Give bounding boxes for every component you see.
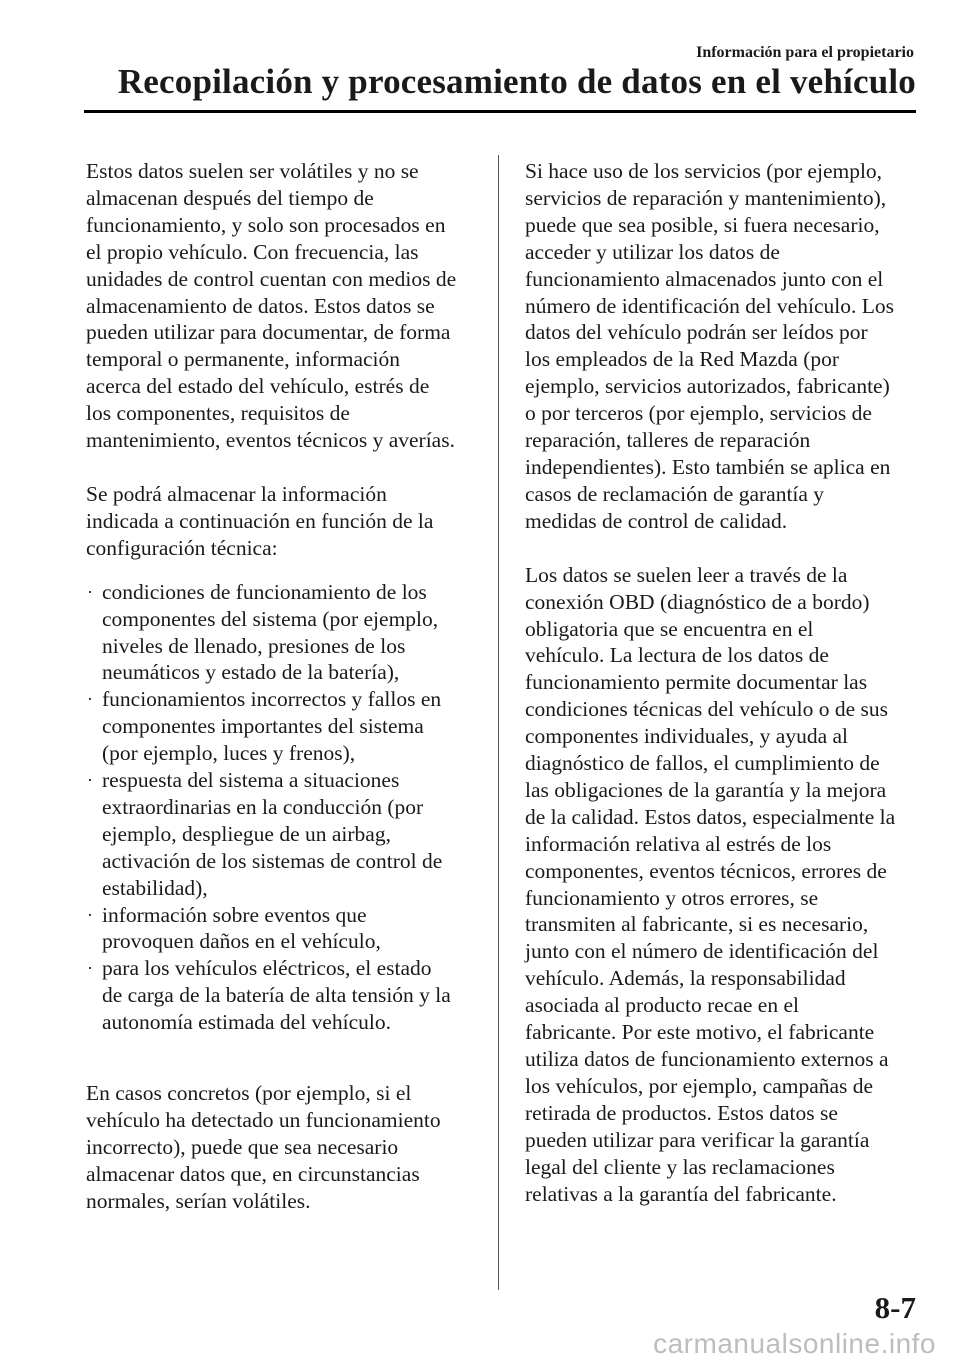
list-item: [86, 767, 486, 902]
page-number: 8-7: [874, 1290, 916, 1325]
bullet-list: [86, 579, 486, 1036]
bullet-icon: ·: [87, 958, 93, 979]
list-item: [86, 579, 486, 687]
watermark: carmanualsonline.info: [653, 1328, 936, 1359]
bullet-text: información sobre eventos que provoquen daños en el vehículo,: [102, 902, 381, 954]
bullet-text: funcionamientos incorrectos y fallos en componentes importantes del sistema (por ejemplo, luces y frenos),: [102, 687, 442, 766]
list-item: [86, 955, 486, 1036]
section-heading: Información para el propietario: [696, 44, 914, 61]
list-item: [86, 902, 486, 956]
left-paragraph-3: En casos concretos (por ejemplo, si el vehículo ha detectado un funcionamiento incorrecto), puede que sea necesario almacenar datos que, en circunstancias normales, serían volátiles.: [86, 1081, 441, 1213]
list-item: [86, 686, 486, 767]
bullet-text: condiciones de funcionamiento de los componentes del sistema (por ejemplo, niveles de llenado, presiones de los neumáticos y estado de la batería),: [102, 579, 439, 685]
right-column: [525, 158, 925, 1207]
page-title: Recopilación y procesamiento de datos en el vehículo: [117, 62, 916, 101]
column-divider: [498, 155, 499, 1290]
header-rule: [84, 110, 916, 113]
bullet-icon: ·: [87, 904, 93, 925]
left-paragraph-2: Se podrá almacenar la información indicada a continuación en función de la configuración técnica:: [86, 481, 434, 560]
left-paragraph-1: Estos datos suelen ser volátiles y no se almacenan después del tiempo de funcionamiento, y solo son procesados en el propio vehículo. Con frecuencia, las unidades de control cuentan con medios de almacenamiento de datos. Estos datos se pueden utilizar para documentar, de forma temporal o permanente, información acerca del estado del vehículo, estrés de los componentes, requisitos de mantenimiento, eventos técnicos y averías.: [86, 159, 457, 453]
bullet-icon: ·: [87, 770, 93, 791]
bullet-text: respuesta del sistema a situaciones extraordinarias en la conducción (por ejemplo, despliegue de un airbag, activación de los sistemas de control de estabilidad),: [102, 768, 443, 900]
bullet-icon: ·: [87, 581, 93, 602]
right-paragraph-1: Si hace uso de los servicios (por ejemplo, servicios de reparación y mantenimiento), puede que sea posible, si fuera necesario, acceder y utilizar los datos de funcionamiento almacenados junto con el número de identificación del vehículo. Los datos del vehículo podrán ser leídos por los empleados de la Red Mazda (por ejemplo, servicios autorizados, fabricante) o por terceros (por ejemplo, servicios de reparación, talleres de reparación independientes). Esto también se aplica en casos de reclamación de garantía y medidas de control de calidad.: [525, 159, 894, 533]
bullet-icon: ·: [87, 689, 93, 710]
left-column: [86, 158, 486, 1215]
right-paragraph-2: Los datos se suelen leer a través de la conexión OBD (diagnóstico de a bordo) obligatoria que se encuentra en el vehículo. La lectura de los datos de funcionamiento permite documentar las condiciones técnicas del vehículo o de sus componentes individuales, y ayuda al diagnóstico de fallos, el cumplimiento de las obligaciones de la garantía y la mejora de la calidad. Estos datos, especialmente la información relativa al estrés de los componentes, eventos técnicos, errores de funcionamiento y otros errores, se transmiten al fabricante, si es necesario, junto con el número de identificación del vehículo. Además, la responsabilidad asociada al producto recae en el fabricante. Por este motivo, el fabricante utiliza datos de funcionamiento externos a los vehículos, por ejemplo, campañas de retirada de productos. Estos datos se pueden utilizar para verificar la garantía legal del cliente y las reclamaciones relativas a la garantía del fabricante.: [525, 562, 896, 1206]
bullet-text: para los vehículos eléctricos, el estado de carga de la batería de alta tensión y la autonomía estimada del vehículo.: [102, 956, 451, 1035]
